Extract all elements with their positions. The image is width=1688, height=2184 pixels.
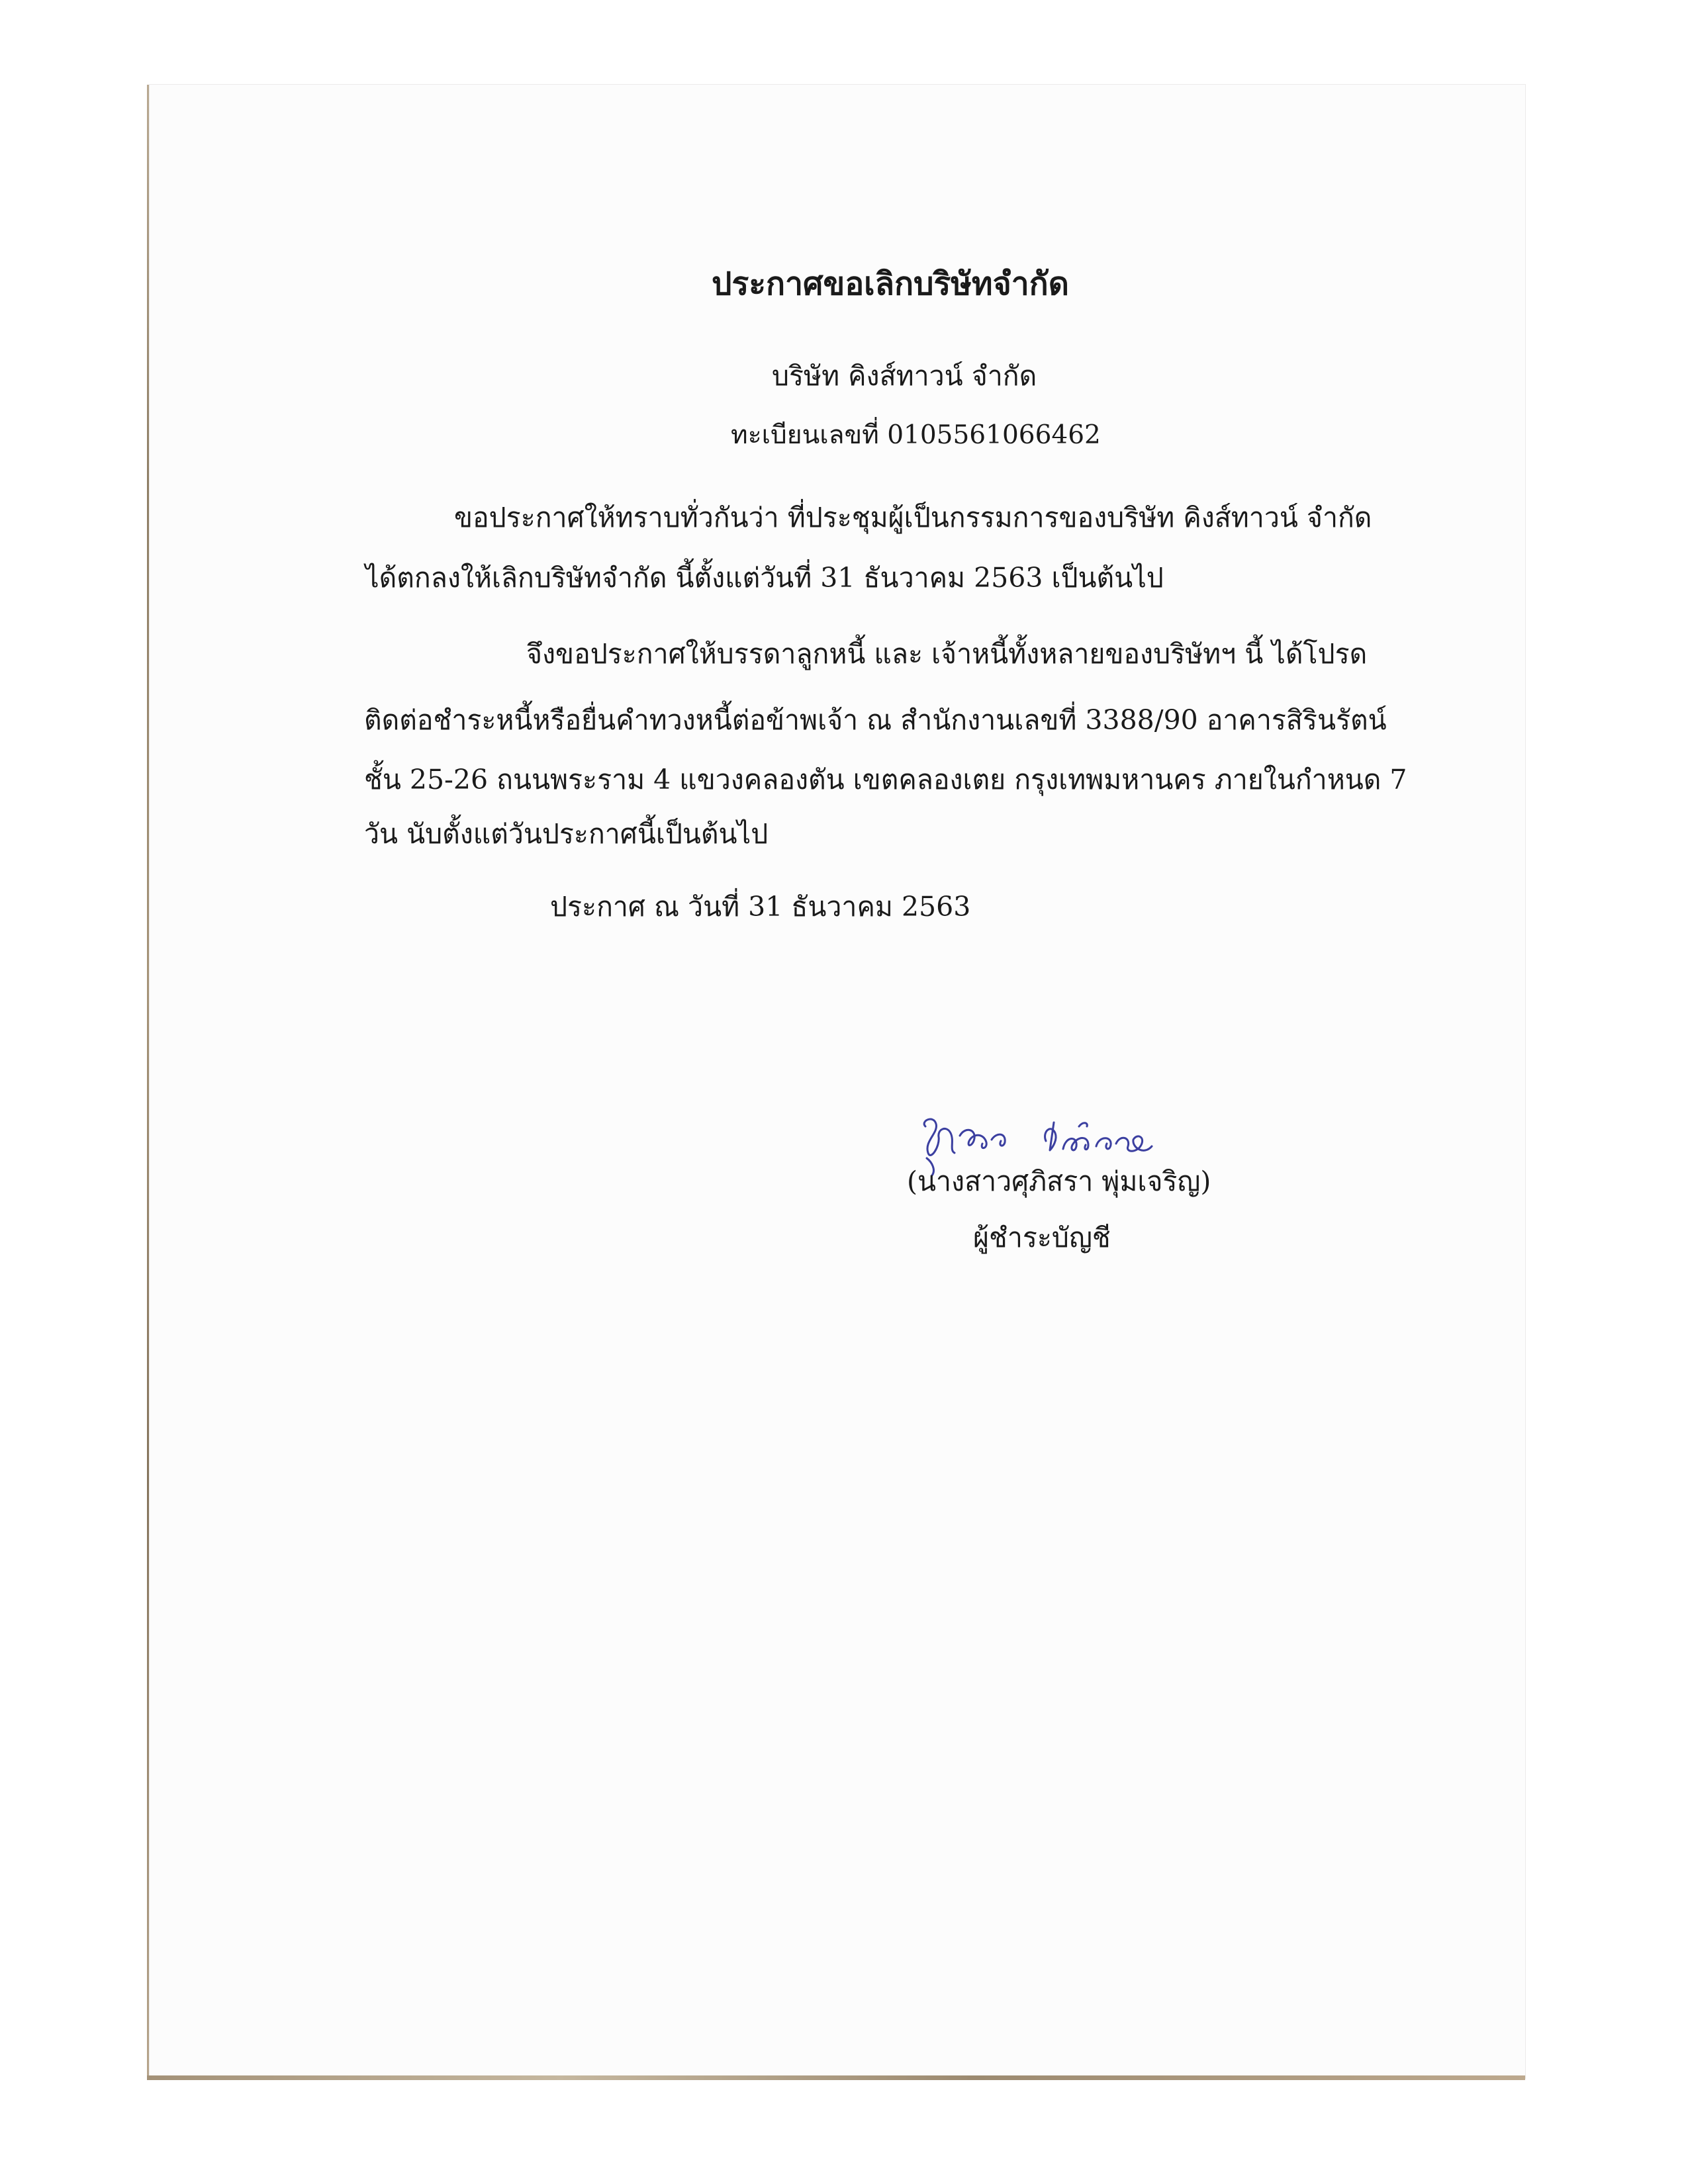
signatory-printed-name: (นางสาวศุภิสรา พุ่มเจริญ) bbox=[907, 1165, 1211, 1197]
document-title: ประกาศขอเลิกบริษัทจำกัด bbox=[712, 265, 1069, 302]
signatory-role: ผู้ชำระบัญชี bbox=[973, 1222, 1111, 1253]
company-name: บริษัท คิงส์ทาวน์ จำกัด bbox=[772, 360, 1037, 392]
paragraph2-line1: จึงขอประกาศให้บรรดาลูกหนี้ และ เจ้าหนี้ทั้งหลายของบริษัทฯ นี้ ได้โปรด bbox=[526, 638, 1368, 670]
registration-number: ทะเบียนเลขที่ 0105561066462 bbox=[731, 420, 1101, 450]
announcement-date: ประกาศ ณ วันที่ 31 ธันวาคม 2563 bbox=[550, 891, 971, 923]
paragraph2-line2: ติดต่อชำระหนี้หรือยื่นคำทวงหนี้ต่อข้าพเจ้า ณ สำนักงานเลขที่ 3388/90 อาคารสิรินรัตน์ bbox=[364, 704, 1387, 736]
paragraph2-line3: ชั้น 25-26 ถนนพระราม 4 แขวงคลองตัน เขตคลองเตย กรุงเทพมหานคร ภายในกำหนด 7 bbox=[364, 764, 1407, 796]
paper-bottom-edge bbox=[147, 2075, 1525, 2080]
paragraph1-line2: ได้ตกลงให้เลิกบริษัทจำกัด นี้ตั้งแต่วันที่ 31 ธันวาคม 2563 เป็นต้นไป bbox=[365, 562, 1164, 594]
paragraph1-line1: ขอประกาศให้ทราบทั่วกันว่า ที่ประชุมผู้เป็นกรรมการของบริษัท คิงส์ทาวน์ จำกัด bbox=[454, 502, 1372, 533]
paragraph2-line4: วัน นับตั้งแต่วันประกาศนี้เป็นต้นไป bbox=[364, 818, 769, 850]
